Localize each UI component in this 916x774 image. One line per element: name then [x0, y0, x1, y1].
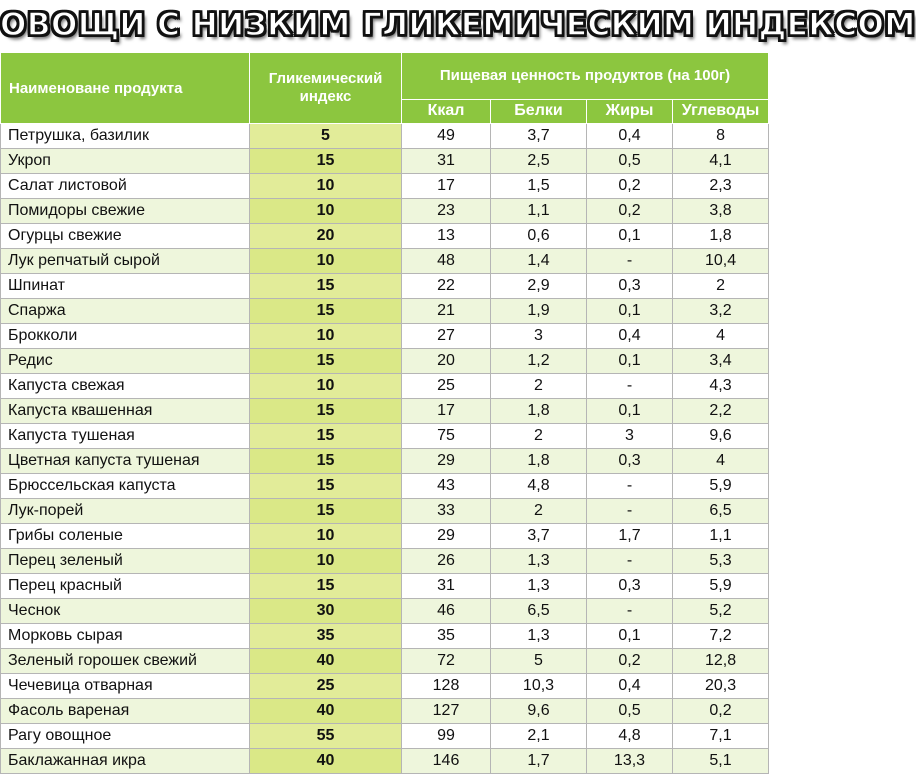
table-row [1, 699, 769, 724]
table-row [1, 474, 769, 499]
carbs-cell: 4,3 [673, 374, 769, 399]
protein-cell: 6,5 [491, 599, 587, 624]
fat-cell: 0,3 [587, 574, 673, 599]
table-row [1, 174, 769, 199]
kcal-cell: 27 [402, 324, 491, 349]
product-name-cell: Спаржа [1, 299, 250, 324]
column-header-kcal: Ккал [402, 99, 491, 123]
product-name-cell: Цветная капуста тушеная [1, 449, 250, 474]
kcal-cell: 46 [402, 599, 491, 624]
fat-cell: 0,1 [587, 399, 673, 424]
gi-value-cell: 15 [250, 499, 402, 524]
gi-value-cell: 15 [250, 149, 402, 174]
product-name-cell: Помидоры свежие [1, 199, 250, 224]
product-name-cell: Баклажанная икра [1, 749, 250, 774]
fat-cell: 0,3 [587, 274, 673, 299]
product-name-cell: Перец красный [1, 574, 250, 599]
carbs-cell: 5,3 [673, 549, 769, 574]
column-header-carbs: Углеводы [673, 99, 769, 123]
gi-value-cell: 15 [250, 274, 402, 299]
protein-cell: 1,4 [491, 249, 587, 274]
kcal-cell: 128 [402, 674, 491, 699]
gi-value-cell: 40 [250, 749, 402, 774]
protein-cell: 3,7 [491, 124, 587, 149]
product-name-cell: Перец зеленый [1, 549, 250, 574]
fat-cell: 0,1 [587, 224, 673, 249]
carbs-cell: 2,2 [673, 399, 769, 424]
product-name-cell: Лук-порей [1, 499, 250, 524]
fat-cell: 3 [587, 424, 673, 449]
table-row [1, 199, 769, 224]
product-name-cell: Капуста свежая [1, 374, 250, 399]
carbs-cell: 9,6 [673, 424, 769, 449]
carbs-cell: 3,4 [673, 349, 769, 374]
protein-cell: 2 [491, 374, 587, 399]
fat-cell: - [587, 374, 673, 399]
product-name-cell: Рагу овощное [1, 724, 250, 749]
protein-cell: 2,1 [491, 724, 587, 749]
gi-value-cell: 10 [250, 174, 402, 199]
carbs-cell: 2 [673, 274, 769, 299]
fat-cell: 0,1 [587, 299, 673, 324]
fat-cell: 0,2 [587, 199, 673, 224]
table-row [1, 149, 769, 174]
fat-cell: - [587, 499, 673, 524]
carbs-cell: 7,1 [673, 724, 769, 749]
fat-cell: - [587, 474, 673, 499]
kcal-cell: 23 [402, 199, 491, 224]
kcal-cell: 35 [402, 624, 491, 649]
column-header-fat: Жиры [587, 99, 673, 123]
gi-value-cell: 40 [250, 649, 402, 674]
kcal-cell: 33 [402, 499, 491, 524]
product-name-cell: Укроп [1, 149, 250, 174]
gi-value-cell: 15 [250, 299, 402, 324]
gi-value-cell: 15 [250, 399, 402, 424]
kcal-cell: 43 [402, 474, 491, 499]
carbs-cell: 3,2 [673, 299, 769, 324]
protein-cell: 1,3 [491, 624, 587, 649]
gi-value-cell: 10 [250, 199, 402, 224]
product-name-cell: Брокколи [1, 324, 250, 349]
fat-cell: 0,3 [587, 449, 673, 474]
kcal-cell: 17 [402, 174, 491, 199]
carbs-cell: 4,1 [673, 149, 769, 174]
protein-cell: 1,2 [491, 349, 587, 374]
carbs-cell: 5,1 [673, 749, 769, 774]
table-row [1, 224, 769, 249]
carbs-cell: 1,1 [673, 524, 769, 549]
table-row [1, 649, 769, 674]
gi-value-cell: 10 [250, 549, 402, 574]
protein-cell: 2 [491, 499, 587, 524]
carbs-cell: 12,8 [673, 649, 769, 674]
column-header-name: Наименоване продукта [1, 53, 250, 124]
kcal-cell: 31 [402, 574, 491, 599]
protein-cell: 3,7 [491, 524, 587, 549]
product-name-cell: Лук репчатый сырой [1, 249, 250, 274]
kcal-cell: 29 [402, 524, 491, 549]
product-name-cell: Фасоль вареная [1, 699, 250, 724]
product-name-cell: Брюссельская капуста [1, 474, 250, 499]
table-row [1, 299, 769, 324]
table-row [1, 374, 769, 399]
table-row [1, 724, 769, 749]
fat-cell: 0,1 [587, 624, 673, 649]
protein-cell: 1,9 [491, 299, 587, 324]
gi-value-cell: 15 [250, 424, 402, 449]
product-name-cell: Редис [1, 349, 250, 374]
protein-cell: 2 [491, 424, 587, 449]
gi-value-cell: 10 [250, 374, 402, 399]
fat-cell: - [587, 249, 673, 274]
carbs-cell: 8 [673, 124, 769, 149]
kcal-cell: 21 [402, 299, 491, 324]
fat-cell: - [587, 549, 673, 574]
product-name-cell: Морковь сырая [1, 624, 250, 649]
kcal-cell: 22 [402, 274, 491, 299]
carbs-cell: 5,9 [673, 574, 769, 599]
gi-value-cell: 20 [250, 224, 402, 249]
product-name-cell: Шпинат [1, 274, 250, 299]
gi-value-cell: 55 [250, 724, 402, 749]
gi-value-cell: 40 [250, 699, 402, 724]
kcal-cell: 20 [402, 349, 491, 374]
fat-cell: 0,4 [587, 674, 673, 699]
product-name-cell: Капуста тушеная [1, 424, 250, 449]
carbs-cell: 4 [673, 449, 769, 474]
table-row [1, 424, 769, 449]
gi-value-cell: 15 [250, 474, 402, 499]
protein-cell: 1,8 [491, 449, 587, 474]
kcal-cell: 48 [402, 249, 491, 274]
protein-cell: 1,5 [491, 174, 587, 199]
table-row [1, 524, 769, 549]
protein-cell: 2,5 [491, 149, 587, 174]
product-name-cell: Зеленый горошек свежий [1, 649, 250, 674]
gi-value-cell: 10 [250, 524, 402, 549]
column-header-gi: Гликемический индекс [250, 53, 402, 124]
protein-cell: 1,3 [491, 574, 587, 599]
fat-cell: 0,4 [587, 324, 673, 349]
gi-value-cell: 35 [250, 624, 402, 649]
fat-cell: 0,5 [587, 699, 673, 724]
carbs-cell: 0,2 [673, 699, 769, 724]
fat-cell: 4,8 [587, 724, 673, 749]
glycemic-index-table [0, 52, 769, 774]
table-row [1, 674, 769, 699]
fat-cell: 0,5 [587, 149, 673, 174]
table-row [1, 274, 769, 299]
gi-value-cell: 15 [250, 574, 402, 599]
table-body [1, 124, 769, 774]
table-row [1, 449, 769, 474]
fat-cell: 1,7 [587, 524, 673, 549]
protein-cell: 3 [491, 324, 587, 349]
kcal-cell: 127 [402, 699, 491, 724]
table-row [1, 624, 769, 649]
carbs-cell: 6,5 [673, 499, 769, 524]
gi-value-cell: 10 [250, 249, 402, 274]
carbs-cell: 10,4 [673, 249, 769, 274]
carbs-cell: 2,3 [673, 174, 769, 199]
kcal-cell: 25 [402, 374, 491, 399]
protein-cell: 4,8 [491, 474, 587, 499]
protein-cell: 1,8 [491, 399, 587, 424]
protein-cell: 1,1 [491, 199, 587, 224]
table-row [1, 349, 769, 374]
protein-cell: 10,3 [491, 674, 587, 699]
kcal-cell: 99 [402, 724, 491, 749]
table-row [1, 324, 769, 349]
protein-cell: 1,3 [491, 549, 587, 574]
kcal-cell: 13 [402, 224, 491, 249]
carbs-cell: 5,2 [673, 599, 769, 624]
carbs-cell: 3,8 [673, 199, 769, 224]
table-row [1, 499, 769, 524]
protein-cell: 1,7 [491, 749, 587, 774]
gi-value-cell: 30 [250, 599, 402, 624]
gi-value-cell: 5 [250, 124, 402, 149]
fat-cell: 0,4 [587, 124, 673, 149]
column-header-nutrition: Пищевая ценность продуктов (на 100г) [402, 53, 769, 100]
product-name-cell: Огурцы свежие [1, 224, 250, 249]
carbs-cell: 7,2 [673, 624, 769, 649]
page-title: ОВОЩИ С НИЗКИМ ГЛИКЕМИЧЕСКИМ ИНДЕКСОМ [0, 7, 916, 43]
carbs-cell: 5,9 [673, 474, 769, 499]
kcal-cell: 75 [402, 424, 491, 449]
product-name-cell: Петрушка, базилик [1, 124, 250, 149]
kcal-cell: 31 [402, 149, 491, 174]
carbs-cell: 4 [673, 324, 769, 349]
table-row [1, 549, 769, 574]
kcal-cell: 72 [402, 649, 491, 674]
table-row [1, 574, 769, 599]
kcal-cell: 49 [402, 124, 491, 149]
table-row [1, 599, 769, 624]
kcal-cell: 146 [402, 749, 491, 774]
fat-cell: 0,2 [587, 174, 673, 199]
fat-cell: 0,1 [587, 349, 673, 374]
table-row [1, 749, 769, 774]
protein-cell: 2,9 [491, 274, 587, 299]
carbs-cell: 20,3 [673, 674, 769, 699]
table-row [1, 124, 769, 149]
protein-cell: 5 [491, 649, 587, 674]
gi-value-cell: 15 [250, 349, 402, 374]
product-name-cell: Грибы соленые [1, 524, 250, 549]
product-name-cell: Чечевица отварная [1, 674, 250, 699]
fat-cell: - [587, 599, 673, 624]
protein-cell: 0,6 [491, 224, 587, 249]
fat-cell: 13,3 [587, 749, 673, 774]
gi-value-cell: 10 [250, 324, 402, 349]
protein-cell: 9,6 [491, 699, 587, 724]
column-header-protein: Белки [491, 99, 587, 123]
kcal-cell: 29 [402, 449, 491, 474]
table-row [1, 249, 769, 274]
carbs-cell: 1,8 [673, 224, 769, 249]
kcal-cell: 17 [402, 399, 491, 424]
kcal-cell: 26 [402, 549, 491, 574]
gi-value-cell: 15 [250, 449, 402, 474]
gi-value-cell: 25 [250, 674, 402, 699]
product-name-cell: Салат листовой [1, 174, 250, 199]
product-name-cell: Капуста квашенная [1, 399, 250, 424]
product-name-cell: Чеснок [1, 599, 250, 624]
table-row [1, 399, 769, 424]
fat-cell: 0,2 [587, 649, 673, 674]
